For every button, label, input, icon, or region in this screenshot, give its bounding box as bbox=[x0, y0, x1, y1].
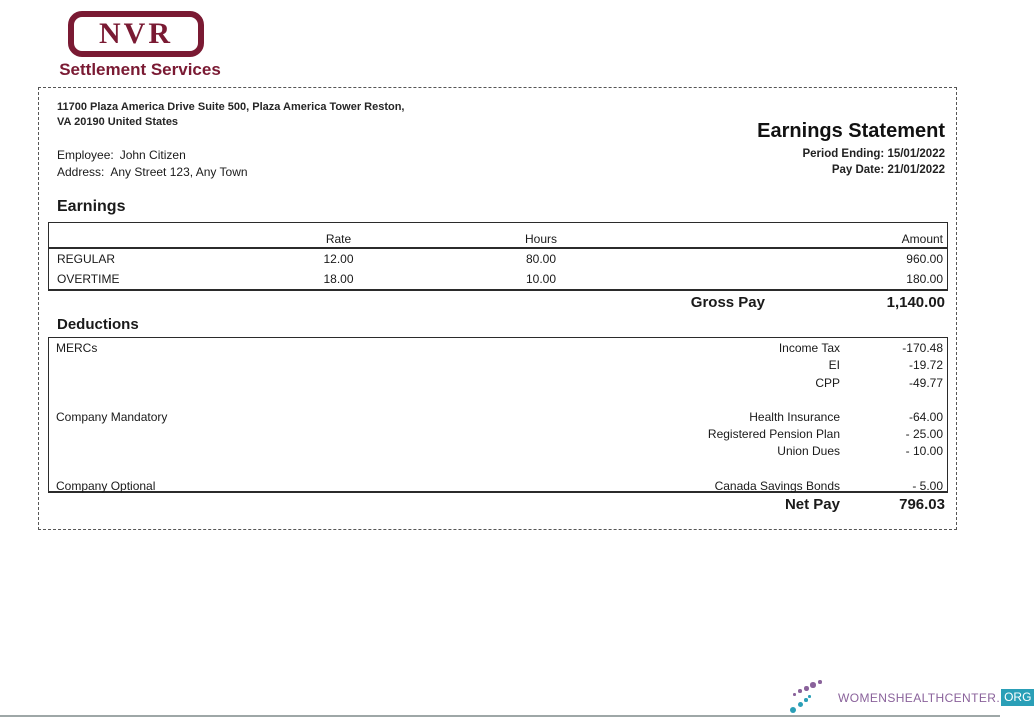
deduction-row-registered-pension-plan bbox=[353, 426, 943, 443]
deduction-row-health-insurance bbox=[353, 409, 943, 426]
pay-date-label: Pay Date: bbox=[831, 163, 885, 176]
deduction-amount: -64.00 bbox=[908, 409, 943, 424]
statement-meta bbox=[802, 147, 945, 178]
deduction-group-mercs bbox=[53, 340, 943, 392]
net-pay-amount: 796.03 bbox=[899, 496, 945, 513]
deduction-group-company-mandatory bbox=[53, 409, 943, 461]
earnings-table bbox=[48, 222, 948, 291]
header-hours: Hours bbox=[524, 232, 557, 246]
employee-address-value: Any Street 123, Any Town bbox=[110, 165, 248, 179]
watermark-dots-icon bbox=[786, 678, 830, 716]
deduction-row-union-dues bbox=[353, 443, 943, 460]
deduction-label: Canada Savings Bonds bbox=[714, 478, 840, 493]
period-ending-label: Period Ending: bbox=[802, 148, 885, 160]
deductions-box bbox=[48, 337, 948, 493]
nvr-logo bbox=[68, 11, 204, 57]
watermark-org-badge: ORG bbox=[1001, 689, 1034, 706]
deduction-group-name: MERCs bbox=[56, 341, 98, 355]
deduction-amount: - 25.00 bbox=[905, 427, 943, 442]
deduction-group-items bbox=[353, 409, 943, 461]
nvr-logo-text: NVR bbox=[99, 17, 173, 50]
company-address-line2: VA 20190 United States bbox=[57, 116, 179, 128]
gross-pay-amount: 1,140.00 bbox=[886, 294, 945, 311]
employee-address-label: Address: bbox=[57, 165, 105, 179]
employee-name-line bbox=[57, 147, 248, 164]
deduction-label: EI bbox=[828, 358, 840, 373]
earning-amount: 960.00 bbox=[906, 252, 943, 266]
employee-name-label: Employee: bbox=[57, 148, 114, 162]
earnings-heading: Earnings bbox=[57, 198, 126, 215]
watermark-text: WOMENSHEALTHCENTER. bbox=[838, 690, 1001, 705]
deduction-group-company-optional bbox=[53, 478, 943, 495]
deduction-label: Union Dues bbox=[777, 444, 840, 459]
earning-hours: 80.00 bbox=[525, 252, 557, 266]
company-address bbox=[57, 100, 405, 130]
deduction-amount: - 5.00 bbox=[912, 478, 943, 493]
earning-hours: 10.00 bbox=[525, 272, 557, 286]
gross-pay-label: Gross Pay bbox=[690, 294, 765, 311]
employee-address-line bbox=[57, 164, 248, 181]
earnings-row-overtime bbox=[49, 269, 947, 289]
earning-label: REGULAR bbox=[57, 252, 116, 266]
deduction-label: Health Insurance bbox=[749, 409, 840, 424]
pay-date-line bbox=[802, 163, 945, 179]
earning-rate: 12.00 bbox=[323, 252, 354, 266]
period-ending-line bbox=[802, 147, 945, 163]
deduction-label: Income Tax bbox=[778, 341, 840, 355]
logo-subtitle: Settlement Services bbox=[59, 60, 221, 79]
net-pay-label: Net Pay bbox=[784, 496, 840, 513]
statement-title: Earnings Statement bbox=[757, 120, 945, 142]
deduction-group-items bbox=[353, 478, 943, 495]
earning-label: OVERTIME bbox=[57, 272, 120, 286]
deductions-heading: Deductions bbox=[57, 316, 139, 333]
earning-amount: 180.00 bbox=[906, 272, 943, 286]
deduction-group-name: Company Mandatory bbox=[56, 409, 168, 424]
deduction-label: CPP bbox=[815, 375, 840, 390]
earnings-table-header bbox=[49, 223, 947, 249]
header-spacer bbox=[49, 223, 261, 247]
header-amount: Amount bbox=[901, 232, 943, 246]
earning-rate: 18.00 bbox=[323, 272, 354, 286]
period-ending-value: 15/01/2022 bbox=[887, 148, 945, 160]
employee-info bbox=[57, 147, 248, 181]
pay-date-value: 21/01/2022 bbox=[887, 163, 945, 176]
earnings-row-regular bbox=[49, 249, 947, 269]
footer-divider-line bbox=[0, 715, 1000, 717]
header-rate: Rate bbox=[325, 232, 352, 246]
deduction-row-cpp bbox=[353, 375, 943, 392]
company-address-line1: 11700 Plaza America Drive Suite 500, Plaza America Tower Reston, bbox=[57, 101, 405, 113]
deduction-amount: - 10.00 bbox=[905, 444, 943, 459]
watermark bbox=[838, 689, 1034, 706]
deduction-label: Registered Pension Plan bbox=[707, 427, 840, 442]
deduction-amount: -19.72 bbox=[908, 358, 943, 373]
deduction-row-canada-savings-bonds bbox=[353, 478, 943, 495]
deduction-row-income-tax bbox=[353, 340, 943, 357]
deduction-amount: -49.77 bbox=[908, 375, 943, 390]
deduction-row-ei bbox=[353, 357, 943, 374]
deduction-amount: -170.48 bbox=[902, 341, 943, 355]
employee-name-value: John Citizen bbox=[119, 148, 186, 162]
deduction-group-items bbox=[353, 340, 943, 392]
deduction-group-name: Company Optional bbox=[56, 478, 156, 493]
